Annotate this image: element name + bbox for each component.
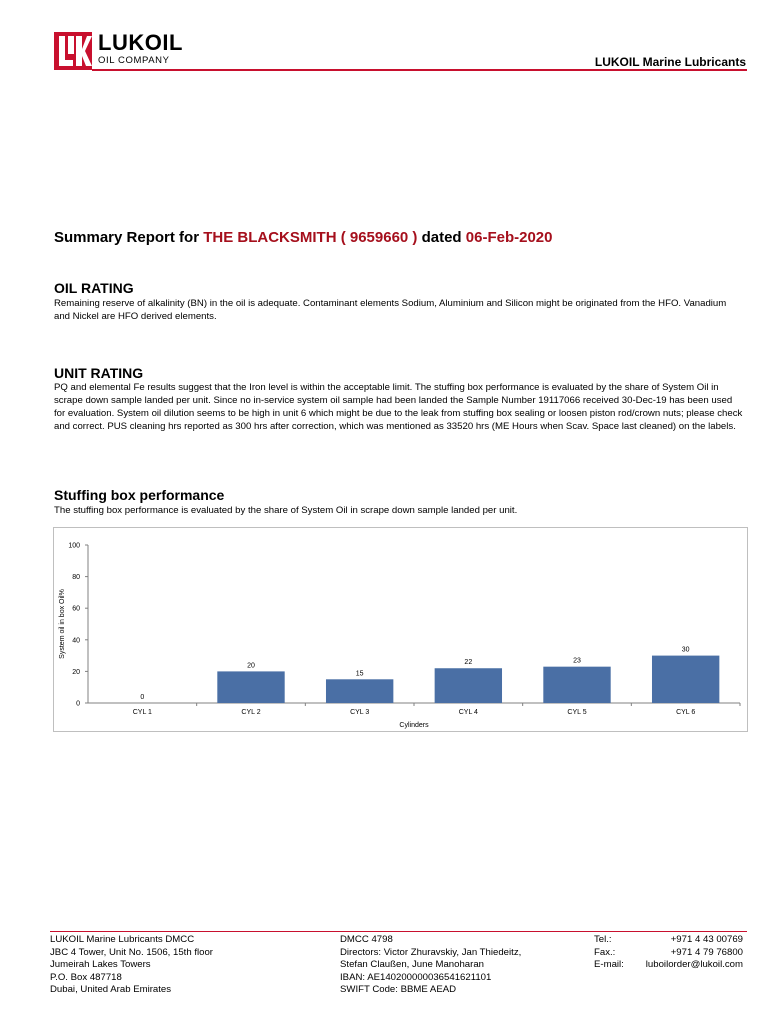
fax-value: +971 4 79 76800 — [670, 946, 743, 958]
bar-data-label: 23 — [573, 657, 581, 665]
bar-data-label: 15 — [355, 670, 364, 678]
bar-data-label: 22 — [464, 659, 473, 667]
x-tick-label: CYL 3 — [350, 709, 370, 716]
y-tick-label: 0 — [76, 700, 80, 708]
oil-rating-heading: OIL RATING — [54, 280, 134, 296]
footer-line: Jumeirah Lakes Towers — [50, 959, 151, 971]
stuffing-box-chart — [53, 527, 748, 732]
footer-line: Stefan Claußen, June Manoharan — [340, 959, 484, 971]
bar — [435, 668, 502, 703]
stuffing-box-text: The stuffing box performance is evaluated by the share of System Oil in scrape down sample landed per unit. — [54, 505, 518, 516]
footer-line: P.O. Box 487718 — [50, 971, 122, 983]
footer-line: LUKOIL Marine Lubricants DMCC — [50, 934, 195, 945]
division-name: LUKOIL Marine Lubricants — [594, 55, 746, 69]
oil-rating-text: Remaining reserve of alkalinity (BN) in the oil is adequate. Contaminant elements Sodium, Aluminium and Silicon might be originated from the HFO. Vanadium and Nickel are HFO derived elements. — [54, 298, 727, 322]
footer-registration — [340, 934, 521, 997]
footer-line: Dubai, United Arab Emirates — [50, 984, 172, 996]
logo-subtitle: OIL COMPANY — [98, 55, 170, 66]
x-tick-label: CYL 1 — [132, 709, 152, 716]
tel-label: Tel.: — [594, 934, 612, 945]
bar — [652, 656, 719, 703]
bar — [217, 671, 284, 703]
unit-rating-text: PQ and elemental Fe results suggest that the Iron level is within the acceptable limit. The stuffing box performance is evaluated by the share of System Oil in scrape down sample landed per unit. Since no in-service system oil sample had been landed the Sample Number 19117066 received 30-Dec-19 has been used for evaluation. System oil dilution seems to be high in unit 6 which might be due to the leak from stuffing box sealing or loosen piston rod/crown nuts; please check and correct. PUS cleaning hrs reported as 300 hrs after correction, which was mentioned as 33520 hrs (ME Hours when Scav. Space last cleaned) on the labels. — [54, 382, 743, 432]
logo-wordmark: LUKOIL — [98, 30, 183, 55]
bar-data-label: 0 — [140, 694, 145, 701]
bar-data-label: 20 — [247, 662, 255, 670]
stuffing-box-heading: Stuffing box performance — [54, 487, 225, 503]
footer-line: Directors: Victor Zhuravskiy, Jan Thiedeitz, — [340, 946, 522, 958]
bar — [543, 667, 610, 703]
title-prefix: Summary Report for — [54, 229, 204, 246]
fax-label: Fax.: — [594, 946, 616, 958]
footer-company — [50, 934, 213, 997]
footer-line: DMCC 4798 — [340, 934, 393, 945]
x-tick-label: CYL 5 — [567, 709, 587, 716]
email-label: E-mail: — [594, 959, 624, 971]
tel-value: +971 4 43 00769 — [670, 934, 743, 945]
y-tick-label: 60 — [72, 605, 80, 613]
y-axis-title: System oil in box Oil% — [59, 589, 66, 659]
y-tick-label: 20 — [72, 668, 80, 676]
x-axis-title: Cylinders — [399, 722, 429, 729]
y-tick-label: 100 — [68, 542, 80, 550]
y-tick-label: 40 — [72, 637, 80, 645]
x-tick-label: CYL 6 — [676, 709, 696, 716]
footer-contact-values — [646, 934, 743, 972]
y-tick-label: 80 — [72, 574, 80, 582]
footer-line: IBAN: AE140200000036541621101 — [340, 971, 492, 983]
footer-divider — [50, 931, 747, 932]
footer-line: JBC 4 Tower, Unit No. 1506, 15th floor — [50, 946, 214, 958]
email-value[interactable]: luboilorder@lukoil.com — [645, 959, 743, 971]
chart-canvas — [54, 528, 747, 731]
report-date: 06-Feb-2020 — [465, 229, 553, 246]
bar — [326, 679, 393, 703]
header-divider — [92, 69, 747, 71]
footer-line: SWIFT Code: BBME AEAD — [340, 984, 457, 996]
x-tick-label: CYL 4 — [458, 709, 478, 716]
x-tick-label: CYL 2 — [241, 709, 261, 716]
bar-data-label: 30 — [681, 646, 690, 654]
unit-rating-heading: UNIT RATING — [54, 365, 144, 381]
lukoil-logo-icon — [54, 32, 92, 70]
footer-contact-labels — [594, 934, 624, 972]
report-title — [54, 229, 552, 246]
title-mid: dated — [417, 229, 466, 246]
vessel-name: THE BLACKSMITH ( 9659660 ) — [203, 229, 418, 246]
